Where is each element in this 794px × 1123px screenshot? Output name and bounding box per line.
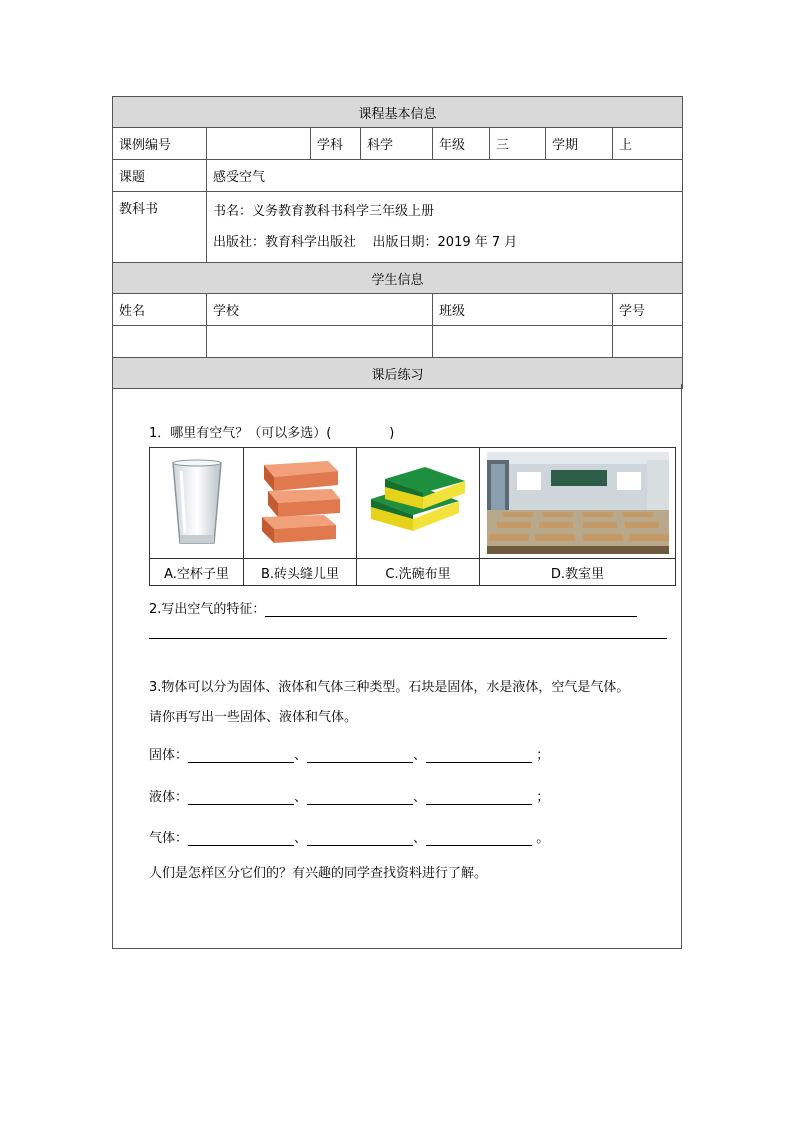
book-name: 书名：义务教育教科书科学三年级上册 (213, 204, 435, 219)
gas-blank-3[interactable] (426, 831, 532, 846)
gas-row (149, 827, 549, 846)
classroom-icon (487, 452, 669, 554)
separator: 、 (294, 790, 308, 805)
liquid-blank-3[interactable] (426, 790, 532, 805)
student-id-label: 学号 (613, 294, 683, 326)
closing-text: 人们是怎样区分它们的？有兴趣的同学查找资料进行了解。 (149, 866, 488, 881)
sponge-icon (363, 457, 473, 549)
textbook-label: 教科书 (113, 192, 207, 263)
question-3-line-2: 请你再写出一些固体、液体和气体。 (149, 710, 358, 725)
school-label: 学校 (207, 294, 433, 326)
liquid-row (149, 786, 549, 805)
feature-answer-line-1[interactable] (265, 602, 637, 617)
option-d-label: D.教室里 (480, 559, 676, 586)
separator: 、 (413, 831, 427, 846)
gas-label: 气体： (149, 831, 189, 846)
solid-row (149, 744, 549, 763)
name-label: 姓名 (113, 294, 207, 326)
subject-value: 科学 (361, 128, 433, 160)
exercise-section (112, 384, 682, 949)
solid-end: ； (536, 748, 550, 763)
term-value: 上 (613, 128, 683, 160)
question-2-text: 2.写出空气的特征： (149, 602, 266, 617)
school-input[interactable] (207, 326, 433, 358)
student-info-header: 学生信息 (113, 263, 683, 294)
textbook-value (207, 192, 683, 263)
topic-value: 感受空气 (207, 160, 683, 192)
solid-label: 固体： (149, 748, 189, 763)
option-b-image (244, 448, 357, 559)
option-b-label: B.砖头缝儿里 (244, 559, 357, 586)
name-input[interactable] (113, 326, 207, 358)
course-info-header: 课程基本信息 (113, 97, 683, 128)
course-sheet (112, 96, 682, 389)
publisher-line: 出版社：教育科学出版社 出版日期：2019 年 7 月 (213, 235, 518, 250)
liquid-label: 液体： (149, 790, 189, 805)
liquid-end: ； (536, 790, 550, 805)
term-label: 学期 (546, 128, 613, 160)
option-d-image (480, 448, 676, 559)
class-label: 班级 (433, 294, 613, 326)
solid-blank-2[interactable] (307, 748, 413, 763)
solid-blank-3[interactable] (426, 748, 532, 763)
gas-blank-2[interactable] (307, 831, 413, 846)
feature-answer-line-2[interactable] (149, 638, 667, 639)
separator: 、 (413, 790, 427, 805)
question-3-line-1: 3.物体可以分为固体、液体和气体三种类型。石块是固体，水是液体，空气是气体。 (149, 680, 630, 695)
option-a-image (150, 448, 244, 559)
separator: 、 (294, 748, 308, 763)
solid-blank-1[interactable] (188, 748, 294, 763)
glass-icon (167, 457, 227, 549)
brick-icon (258, 457, 342, 549)
topic-label: 课题 (113, 160, 207, 192)
student-id-input[interactable] (613, 326, 683, 358)
grade-label: 年级 (433, 128, 490, 160)
liquid-blank-1[interactable] (188, 790, 294, 805)
info-table (112, 96, 683, 389)
case-no-label: 课例编号 (113, 128, 207, 160)
options-table (149, 447, 676, 586)
option-c-label: C.洗碗布里 (357, 559, 480, 586)
gas-blank-1[interactable] (188, 831, 294, 846)
grade-value: 三 (490, 128, 546, 160)
separator: 、 (294, 831, 308, 846)
option-c-image (357, 448, 480, 559)
exercise-header: 课后练习 (113, 358, 683, 389)
gas-end: 。 (536, 831, 550, 846)
class-input[interactable] (433, 326, 613, 358)
case-no-value (207, 128, 311, 160)
subject-label: 学科 (311, 128, 361, 160)
option-a-label: A.空杯子里 (150, 559, 244, 586)
separator: 、 (413, 748, 427, 763)
question-2 (149, 598, 637, 617)
liquid-blank-2[interactable] (307, 790, 413, 805)
question-1: 1．哪里有空气？（可以多选）( ) (149, 426, 395, 441)
